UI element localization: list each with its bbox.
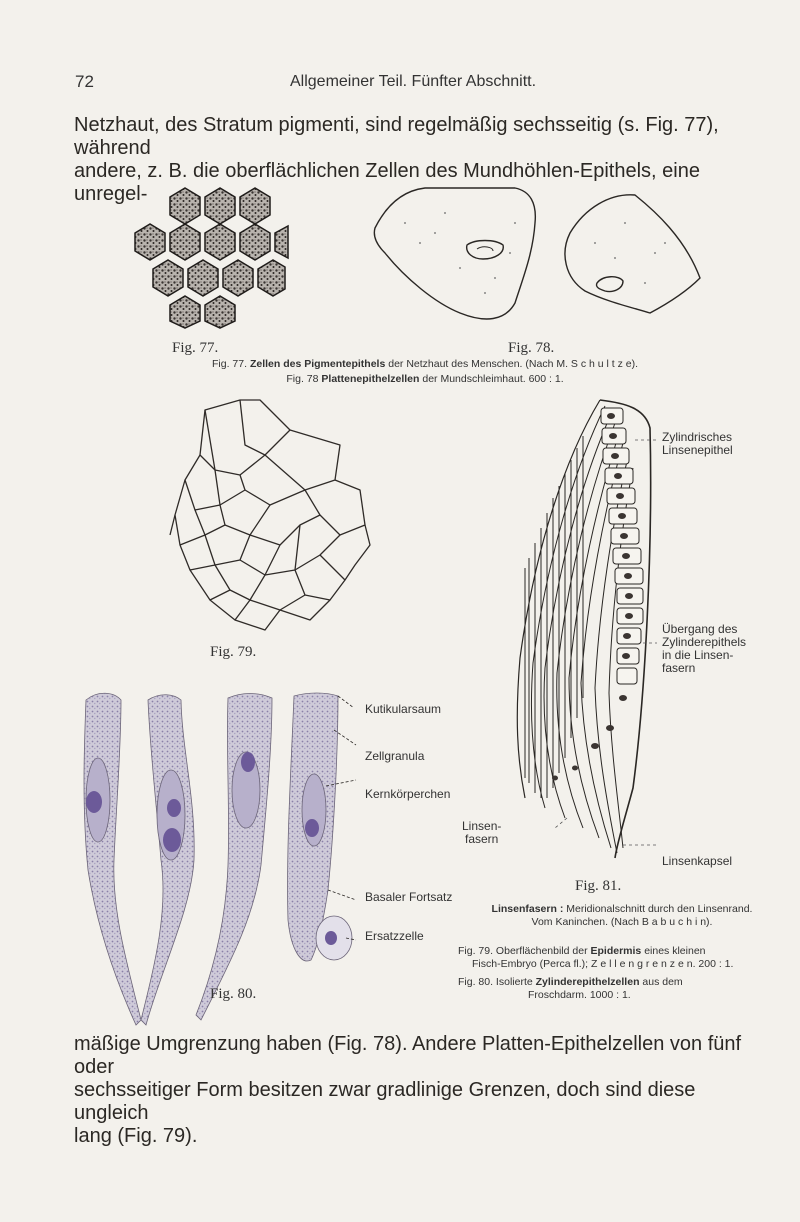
label-linsenkapsel: Linsenkapsel: [662, 854, 733, 868]
paragraph-bottom-line-1: mäßige Umgrenzung haben (Fig. 78). Andere Platten-Epithelzellen von fünf oder: [74, 1033, 742, 1078]
squamous-cell: [565, 195, 700, 313]
caption-fig79: Fig. 79. Oberflächenbild der Epidermis eines kleinen Fisch-Embryo (Perca fl.); Z e l l e n g r e n z e n. 200 : 1.: [458, 945, 734, 970]
caption-fig77: Fig. 77. Zellen des Pigmentepithels der Netzhaut des Menschen. (Nach M. S c h u l t z e).: [211, 358, 639, 370]
caption-fig81: Linsenfasern : Meridionalschnitt durch den Linsenrand. Vom Kaninchen. (Nach B a b u c h i n).: [491, 903, 753, 928]
fig80-label: Fig. 80.: [210, 986, 257, 1002]
squamous-cell-nucleus: [596, 277, 623, 292]
paragraph-bottom-line-2: sechsseitiger Form besitzen zwar gradlinige Grenzen, doch sind diese ungleich: [74, 1079, 696, 1124]
label-zellgranula: Zellgranula: [365, 749, 425, 763]
lens-epithelial-column: [601, 408, 643, 684]
hex-cell: [240, 188, 270, 224]
squamous-cell: [374, 188, 535, 319]
label-uebergang: Übergang des Zylinderepithels in die Linsen- fasern: [662, 622, 747, 675]
fig80-illustration: [76, 690, 366, 1030]
hex-cell: [205, 188, 235, 224]
label-zylindrisches-linsenepithel: Zylindrisches Linsenepithel: [662, 430, 733, 457]
columnar-cell: [141, 695, 194, 1025]
hex-cell: [153, 260, 183, 296]
label-kernkoerperchen: Kernkörperchen: [365, 787, 451, 801]
label-basaler-fortsatz: Basaler Fortsatz: [365, 890, 453, 904]
fig77-illustration: [125, 185, 300, 330]
page-number: 72: [75, 72, 94, 91]
label-linsenfasern: Linsen- fasern: [462, 819, 502, 846]
hex-cell: [170, 188, 200, 224]
hex-cell: [205, 296, 235, 328]
columnar-cell: [84, 693, 141, 1025]
columnar-cell: [196, 694, 272, 1021]
hex-cell: [170, 296, 200, 328]
hex-cell: [275, 226, 288, 258]
paragraph-bottom: [74, 1033, 774, 1148]
label-kutikularsaum: Kutikularsaum: [365, 702, 442, 716]
paragraph-top-line-1: Netzhaut, des Stratum pigmenti, sind regelmäßig sechsseitig (s. Fig. 77), während: [74, 114, 719, 159]
fig77-label: Fig. 77.: [172, 340, 219, 356]
caption-fig80: Fig. 80. Isolierte Zylinderepithelzellen aus dem Froschdarm. 1000 : 1.: [458, 976, 683, 1001]
paragraph-bottom-line-3: lang (Fig. 79).: [74, 1125, 198, 1147]
fig78-illustration: [365, 183, 710, 328]
hex-cell: [188, 260, 218, 296]
fig81-label: Fig. 81.: [575, 878, 622, 894]
squamous-cell-nucleus: [467, 241, 504, 260]
fig81-illustration: [505, 398, 655, 860]
running-title: Allgemeiner Teil. Fünfter Abschnitt.: [290, 73, 537, 90]
fig78-label: Fig. 78.: [508, 340, 555, 356]
fig79-label: Fig. 79.: [210, 644, 257, 660]
caption-fig78: Fig. 78 Plattenepithelzellen der Mundschleimhaut. 600 : 1.: [286, 373, 564, 385]
hex-cell: [170, 224, 200, 260]
hex-cell: [240, 224, 270, 260]
hex-cell: [135, 224, 165, 260]
fig79-illustration: [170, 395, 370, 635]
hex-cell: [258, 260, 285, 296]
hex-cell: [223, 260, 253, 296]
label-ersatzzelle: Ersatzzelle: [365, 929, 424, 943]
hex-cell: [205, 224, 235, 260]
pigment-cell-grid: [135, 188, 288, 328]
paragraph-top-line-2: andere, z. B. die oberflächlichen Zellen des Mundhöhlen-Epithels, eine unregel-: [74, 160, 700, 205]
